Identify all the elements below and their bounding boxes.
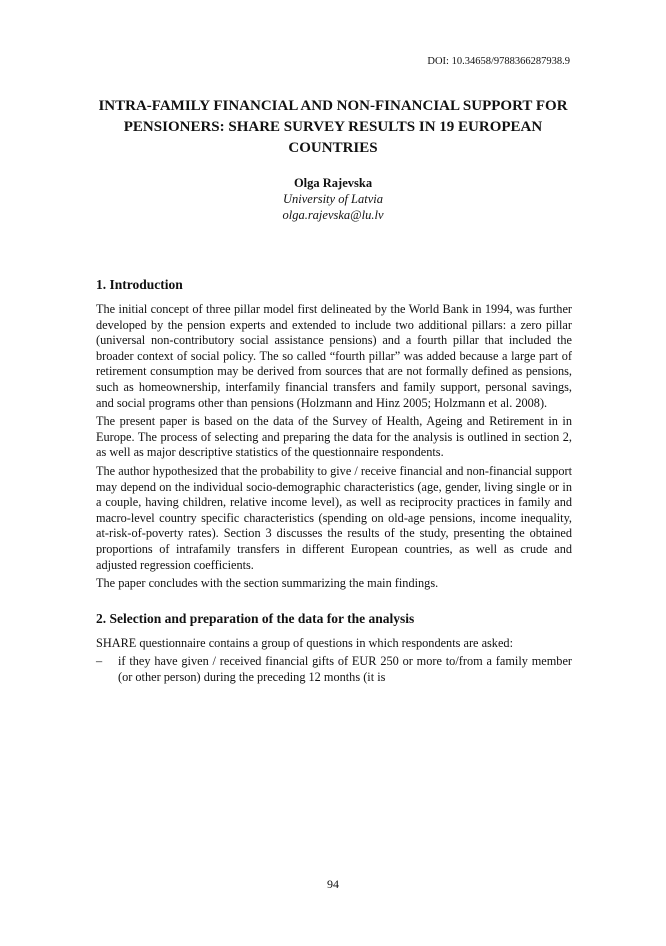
list-item bbox=[96, 654, 572, 685]
paragraph: SHARE questionnaire contains a group of questions in which respondents are asked: bbox=[96, 635, 513, 650]
paragraph: The present paper is based on the data of the Survey of Health, Ageing and Retirement in in Europe. The process of selecting and preparing the data for the analysis is outlined in section 2, as well as major descriptive statistics of the questionnaire respondents. bbox=[96, 414, 572, 460]
list-item-text: if they have given / received financial gifts of EUR 250 or more to/from a family member (or other person) during the preceding 12 months (it is bbox=[118, 654, 572, 684]
paragraph: The author hypothesized that the probability to give / receive financial and non-financial support may depend on the individual socio-demographic characteristics (age, gender, living single or in a couple, having children, relative income level), as well as reciprocity practices in family and macro-level country specific characteristics (spending on old-age pensions, income inequality, at-risk-of-poverty rates). Section 3 discusses the results of the study, presenting the obtained proportions of intrafamily transfers in different European countries, as well as crude and adjusted regression coefficients. bbox=[96, 463, 572, 572]
paragraph: The initial concept of three pillar model first delineated by the World Bank in 1994, was further developed by the pension experts and extended to include two additional pillars: a zero pillar (universal non-contributory social assistance pensions) and a fourth pillar that included the broader context of social policy. The so called “fourth pillar” was added because a large part of retirement consumption may be derived from sources that are not formally defined as pensions, such as homeownership, interfamily financial transfers and family support, personal savings, and social programs other than pensions (Holzmann and Hinz 2005; Holzmann et al. 2008). bbox=[96, 302, 572, 410]
author-affiliation: University of Latvia bbox=[283, 192, 383, 206]
section-heading-introduction: 1. Introduction bbox=[96, 277, 183, 292]
question-list bbox=[96, 654, 572, 685]
doi: DOI: 10.34658/9788366287938.9 bbox=[427, 56, 570, 67]
author-email: olga.rajevska@lu.lv bbox=[282, 208, 384, 222]
main-body bbox=[96, 276, 572, 685]
author-name: Olga Rajevska bbox=[293, 176, 373, 190]
paper-title: INTRA-FAMILY FINANCIAL AND NON-FINANCIAL SUPPORT FOR PENSIONERS: SHARE SURVEY RESULTS IN 19 EUROPEAN COUNTRIES bbox=[98, 98, 568, 156]
section-heading-selection: 2. Selection and preparation of the data for the analysis bbox=[96, 610, 415, 626]
paragraph: The paper concludes with the section summarizing the main findings. bbox=[96, 576, 439, 591]
author-block bbox=[96, 175, 570, 223]
page-number: 94 bbox=[327, 877, 339, 891]
list-marker: – bbox=[96, 654, 103, 669]
